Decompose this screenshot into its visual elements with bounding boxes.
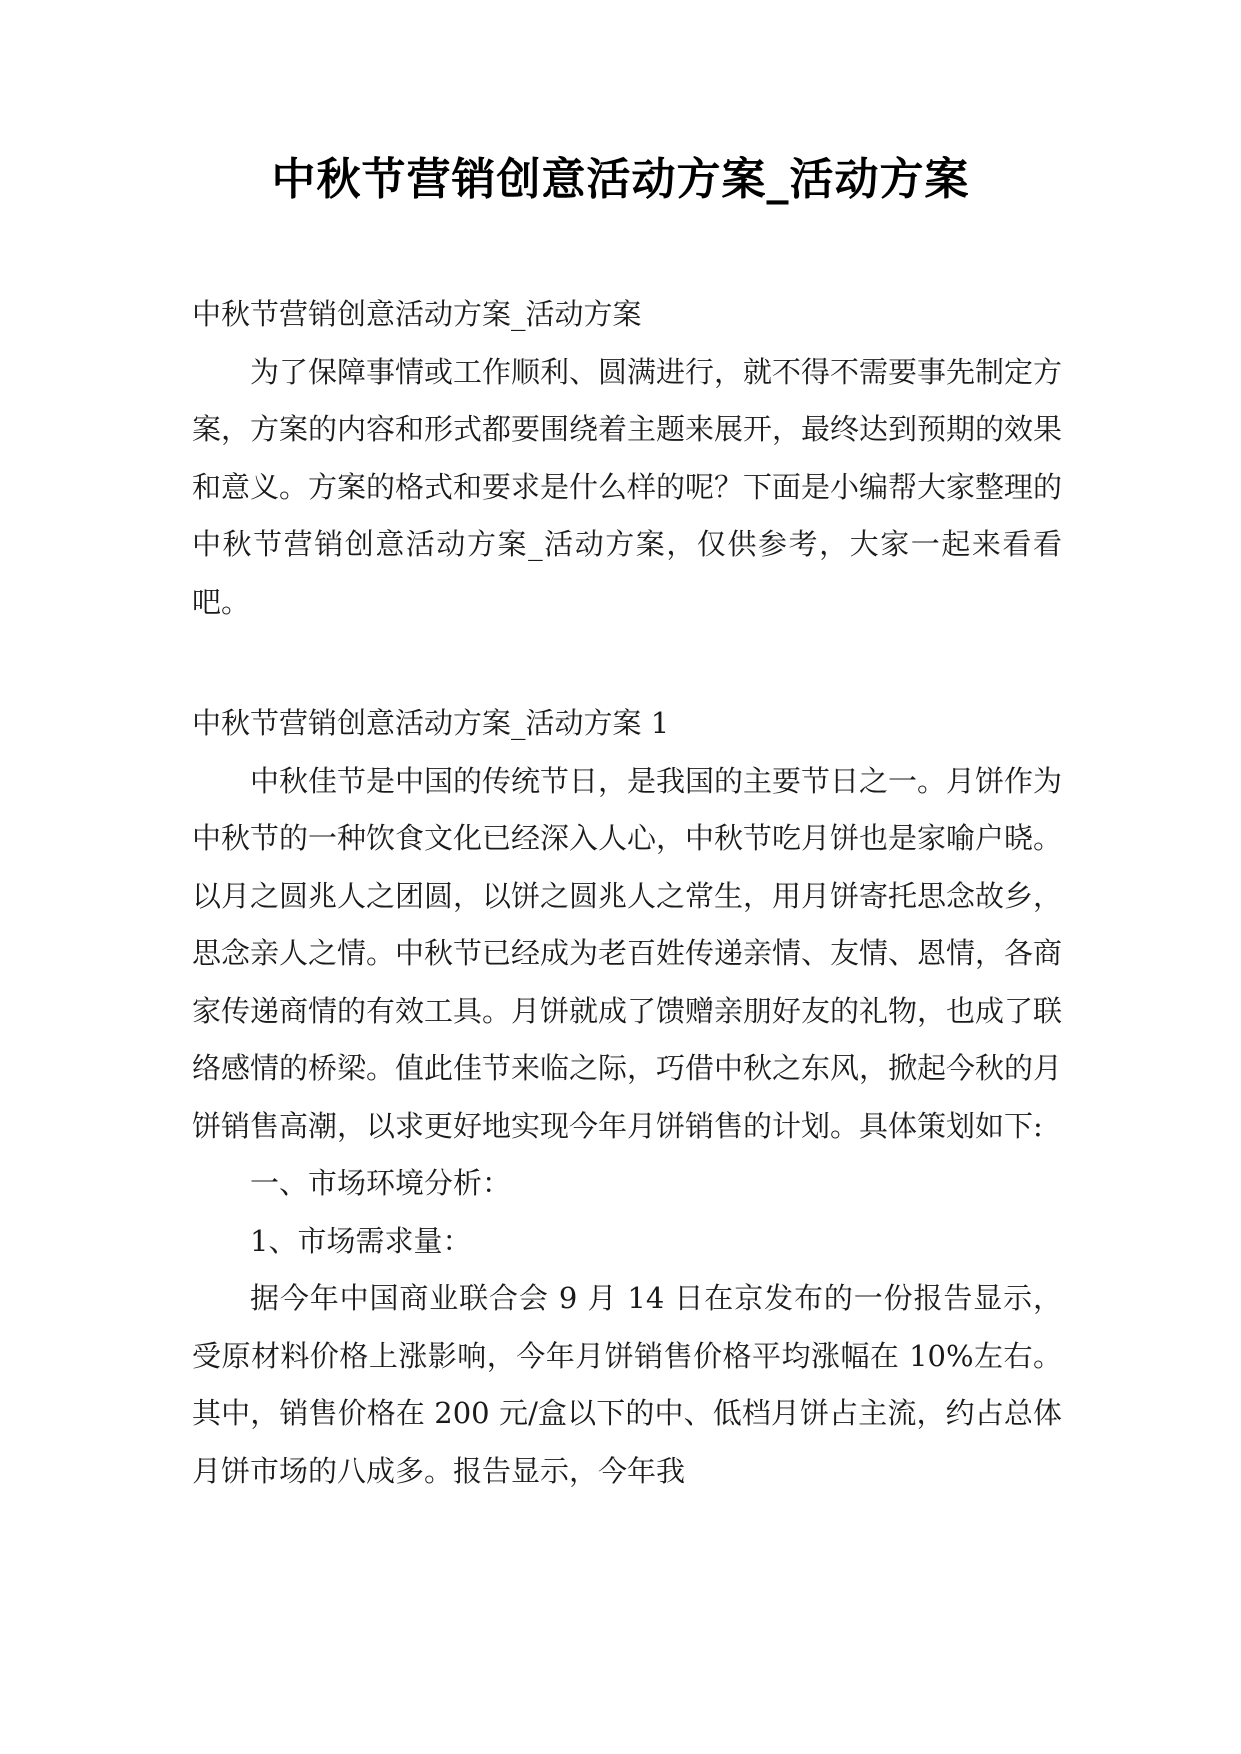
intro-paragraph: 为了保障事情或工作顺利、圆满进行，就不得不需要事先制定方案，方案的内容和形式都要围绕着主题来展开，最终达到预期的效果和意义。方案的格式和要求是什么样的呢？下面是小编帮大家整理的中秋节营销创意活动方案_活动方案，仅供参考，大家一起来看看吧。 <box>192 354 1063 619</box>
intro-section <box>192 286 1062 631</box>
section-1-paragraph-report: 据今年中国商业联合会 9 月 14 日在京发布的一份报告显示，受原材料价格上涨影响，今年月饼销售价格平均涨幅在 10%左右。其中，销售价格在 200 元/盒以下的中、低档月饼占主流，约占总体月饼市场的八成多。报告显示，今年我 <box>192 1281 1062 1488</box>
document-title: 中秋节营销创意活动方案_活动方案 <box>271 154 970 205</box>
section-1 <box>192 695 1062 1500</box>
section-1-paragraph: 中秋佳节是中国的传统节日，是我国的主要节日之一。月饼作为中秋节的一种饮食文化已经深入人心，中秋节吃月饼也是家喻户晓。以月之圆兆人之团圆，以饼之圆兆人之常生，用月饼寄托思念故乡，思念亲人之情。中秋节已经成为老百姓传递亲情、友情、恩情，各商家传递商情的有效工具。月饼就成了馈赠亲朋好友的礼物，也成了联络感情的桥梁。值此佳节来临之际，巧借中秋之东风，掀起今秋的月饼销售高潮，以求更好地实现今年月饼销售的计划。具体策划如下: <box>192 763 1063 1143</box>
section-1-subheading-demand: 1、市场需求量： <box>250 1223 472 1258</box>
section-1-subheading-market: 一、市场环境分析： <box>250 1166 512 1200</box>
intro-heading: 中秋节营销创意活动方案_活动方案 <box>192 297 642 331</box>
section-1-heading: 中秋节营销创意活动方案_活动方案 1 <box>192 706 670 740</box>
